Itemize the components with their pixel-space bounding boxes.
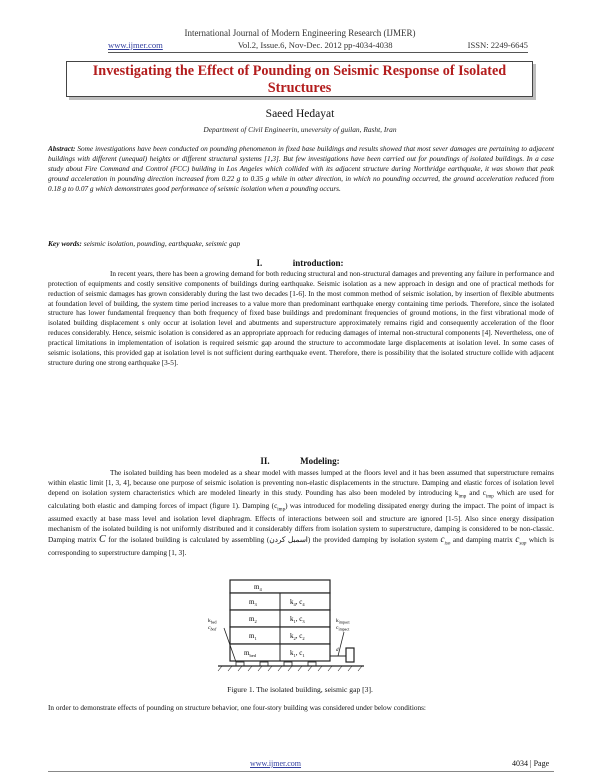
label-k4c4: $k_4$, $c_4$ xyxy=(290,598,305,607)
floor-m4 xyxy=(230,580,330,593)
label-m2: $m_2$ xyxy=(249,615,257,624)
label-k1c1: $k_1$, $c_1$ xyxy=(290,649,305,658)
kimpact-leader-line xyxy=(338,632,344,656)
adjacent-structure xyxy=(346,648,354,662)
label-gap: d xyxy=(336,648,339,653)
section-intro-title: introduction: xyxy=(292,258,344,268)
paper-title xyxy=(66,61,533,97)
label-m3: $m_3$ xyxy=(249,598,257,607)
keywords-text: seismic isolation, pounding, earthquake, seismic gap xyxy=(81,239,241,248)
figure-caption: Figure 1. The isolated building, seismic gap [3]. xyxy=(227,685,373,694)
abstract-text: Some investigations have been conducted on pounding phenomenon in fixed base buildings and results showed that most sever damages are pertaining to adjacent buildings with different (unequal) heights or different structural systems [1,3]. But few investigations have been carried out for poundings of isolated buildings. In a case study about Fire Command and Control (FCC) building in Los Angeles which collided with its adjacent structure during Northridge earthquake, it was shown that peak ground acceleration in pounding direction increased from 0.22 g to 0.35 g while in other direction, in which no pounding occurred, the ground acceleration reduced from 0.18 g to 0.07 g which demonstrates good performance of seismic isolation when a pounding occurs. xyxy=(48,145,554,193)
figure-isolated-building xyxy=(204,578,400,674)
header-divider xyxy=(108,52,528,53)
c-imp-subscript: imp xyxy=(485,494,494,500)
label-k3c3: $k_1$, $c_3$ xyxy=(290,615,305,624)
footer-url-link[interactable]: www.ijmer.com xyxy=(250,759,302,768)
label-m1: $m_1$ xyxy=(249,632,257,641)
abstract xyxy=(48,145,554,195)
author-affiliation: Department of Civil Engineerin, uneversity of guilan, Rasht, Iran xyxy=(203,125,397,134)
journal-meta xyxy=(108,40,528,50)
journal-url-link[interactable]: www.ijmer.com xyxy=(108,40,163,50)
after-figure-paragraph: In order to demonstrate effects of pounding on structure behavior, one four-story building was considered under below conditions: xyxy=(48,704,426,712)
paper-title-line-2: Structures xyxy=(267,80,332,96)
modeling-paragraph: The isolated building has been modeled as a shear model with masses lumped at the floors level and it has been assumed that superstructure remains within elastic limit [1, 3, 4], because one purpose of seismic isolation is preventing non-elastic displacements in the structure. Damping and elastic forces of isolation level depend on isolation system characteristics which are modeled linearly in this study. Pounding has also been modeled by introducing $k_{imp}$ and $c_{imp}$ which are used for calculating both elastic and damping forces of impact (figure 1). Damping $(c_{imp})$ was introduced for modeling dissipated energy during the impact. The point of impact is assumed exactly at base mass level and isolation level diaphragm. Effects of interactions between soil and structure are ignored [1-5]. Also since energy dissipation mechanism of the isolated building is not uniformly distributed and it considerably differs from isolation system to superstructure, damping is considered to be non-classic. Damping matrix C for the isolated building is calculated by assembling (اسمبل کردن) the provided damping by isolation system $c_{iso}$ and damping matrix $c_{sup}$ which is corresponding to superstructure damping [1, 3]. xyxy=(48,469,555,558)
label-cimpact: $c_{impact}$ xyxy=(336,625,350,632)
label-kbed: $k_{bed}$ xyxy=(208,618,217,625)
damping-matrix-symbol: C xyxy=(99,533,106,545)
section-intro-number: I. xyxy=(256,258,263,268)
label-cbed: $c_{bed}$ xyxy=(208,625,217,632)
journal-issn: ISSN: 2249-6645 xyxy=(467,40,528,50)
footer-page-number: 4034 | Page xyxy=(512,759,550,768)
abstract-label: Abstract: xyxy=(48,145,76,153)
label-k2c2: $k_2$, $c_2$ xyxy=(290,632,305,641)
label-m4: $m_4$ xyxy=(254,583,262,592)
c-imp-subscript-2: imp xyxy=(277,507,286,513)
journal-name: International Journal of Modern Engineering Research (IJMER) xyxy=(184,28,416,38)
keywords xyxy=(48,239,554,248)
section-modeling-heading xyxy=(0,456,600,466)
intro-paragraph: In recent years, there has been a growing demand for both reducing structural and non-structural damages and preventing any failure in performance and protection of equipments and costly sensitive components of buildings during earthquake. Seismic isolation as a new approach in design and one of practical methods for reduction of seismic damages has grown considerably during the last two decades [1-6]. In the most common method of seismic isolation, by insertion of flexible abutments at foundation level of building, the system time period increases to a value more than predominant earthquake energy containing time periods. Therefore, since the isolated structure has lower fundamental frequency than both frequency of fixed base buildings and predominant frequencies of ground motions, in the first vibrational mode of isolated building displacement s only occur at isolation level and abutments and superstructure approximately remains rigid and consequently acceleration of the floor reduces considerably. Hence, seismic isolation is considered as an appropriate approach for reducing damages of internal non-structural components [4]. Nevertheless, one of practical limitations in implementation of isolation is required seismic gap around the structure to accommodate large displacements at isolation level. In some cases of seismic isolations, this provided gap at isolation level is not sufficient during earthquake event. Therefore, there is possibility that the isolated structure collide with adjacent structure during one strong earthquake [3-5]. xyxy=(48,270,554,367)
c-sup-symbol: c xyxy=(515,533,520,544)
section-modeling-number: II. xyxy=(260,456,270,466)
journal-volume: Vol.2, Issue.6, Nov-Dec. 2012 pp-4034-4038 xyxy=(237,40,393,50)
ground-hatching xyxy=(218,666,362,671)
label-mbed: $m_{bed}$ xyxy=(244,649,256,658)
c-iso-symbol: c xyxy=(440,533,445,544)
author-name: Saeed Hedayat xyxy=(265,108,335,120)
label-kimpact: $k_{impact}$ xyxy=(336,618,350,625)
section-modeling-title: Modeling: xyxy=(300,456,340,466)
keywords-label: Key words: xyxy=(48,239,82,248)
footer-divider xyxy=(48,771,554,772)
section-intro-heading xyxy=(0,258,600,268)
paper-title-line-1: Investigating the Effect of Pounding on Seismic Response of Isolated xyxy=(92,63,507,79)
k-imp-subscript: imp xyxy=(458,494,467,500)
